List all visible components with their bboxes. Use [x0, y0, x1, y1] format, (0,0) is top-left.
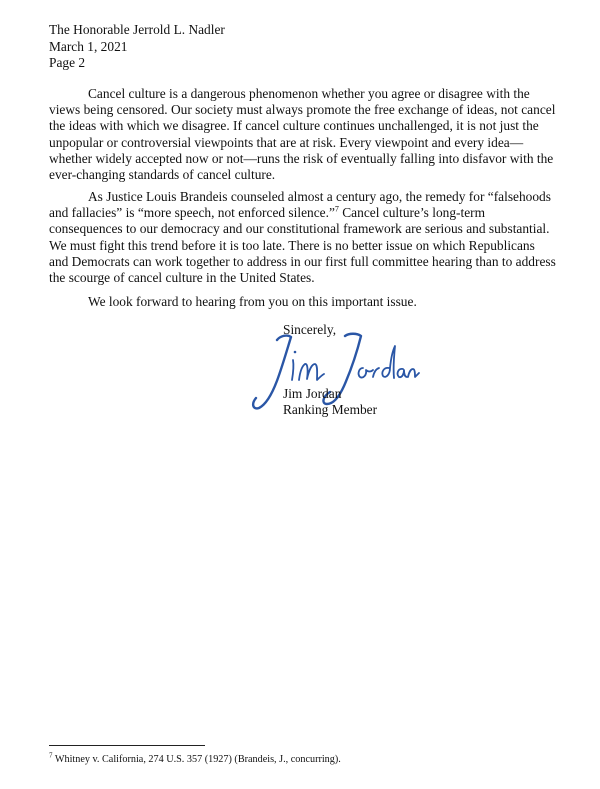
paragraph-brandeis-text-a: As Justice Louis Brandeis counseled almost a century ago, the remedy for “falsehoods and fallacies” is “more speech, not enforced silence.” [49, 189, 551, 221]
signer-name: Jim Jordan [283, 386, 342, 401]
paragraph-closing-remark: We look forward to hearing from you on this important issue. [88, 294, 417, 309]
footnote-text: Whitney v. California, 274 U.S. 357 (1927) (Brandeis, J., concurring). [52, 754, 341, 765]
recipient-line: The Honorable Jerrold L. Nadler [49, 22, 225, 37]
footnote-divider [49, 745, 205, 746]
footnote [49, 751, 341, 766]
paragraph-cancel-culture: Cancel culture is a dangerous phenomenon whether you agree or disagree with the views being censored. Our society must always promote the free exchange of ideas, not cancel the ideas with which we disagree. If cancel culture continues unchallenged, it is not just the unpopular or controversial viewpoints that are at risk. Every viewpoint and every idea—whether widely accepted now or not—runs the risk of eventually falling into disfavor with the ever-changing standards of cancel culture. [49, 86, 556, 183]
letter-header [49, 22, 225, 72]
date-line: March 1, 2021 [49, 38, 128, 54]
closing-salutation: Sincerely, [283, 322, 337, 337]
paragraph-brandeis [49, 189, 557, 286]
footnote-reference-marker: 7 [334, 204, 339, 214]
paragraph-brandeis-text-b: Cancel culture’s long-term consequences to our democracy and our constitutional framework are serious and substantial. We must fight this trend before it is too late. There is no better issue on which Republicans and Democrats can work together to address in our first full committee hearing than to address the scourge of cancel culture in the United States. [49, 205, 556, 286]
footnote-marker: 7 [49, 751, 53, 760]
page-number-line: Page 2 [49, 55, 86, 70]
signer-title: Ranking Member [283, 402, 378, 417]
